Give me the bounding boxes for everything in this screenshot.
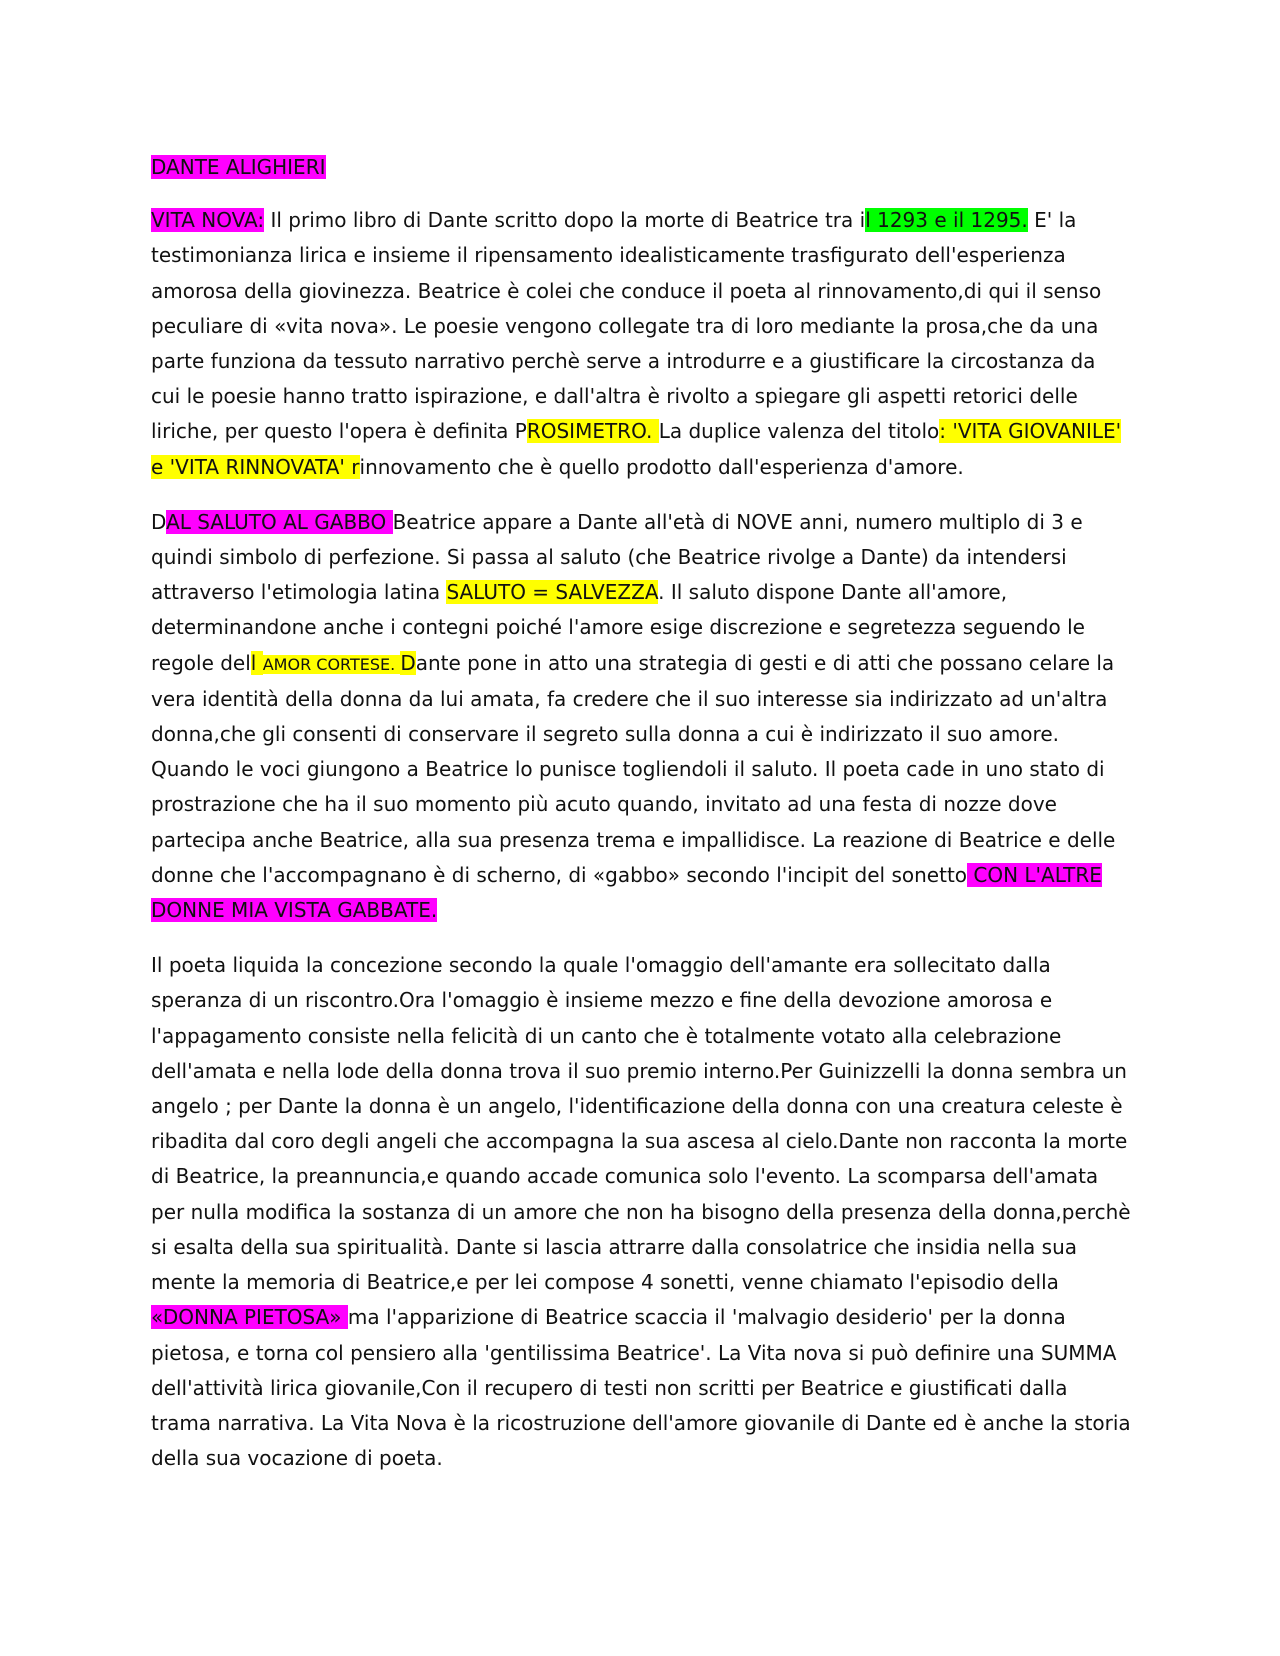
document-page <box>151 150 1131 1496</box>
paragraph-vita-nova <box>151 203 1131 485</box>
paragraph-text: ante pone in atto una strategia di gesti e di atti che possano celare la vera identità della donna da lui amata, fa credere che il suo interesse sia indirizzato ad un'altra donna,che gli consenti di conservare il segreto sulla donna a cui è indirizzato il suo amore. Quando le voci giungono a Beatrice lo punisce togliendoli il saluto. Il poeta cade in uno stato di prostrazione che ha il suo momento più acuto quando, invitato ad una festa di nozze dove partecipa anche Beatrice, alla sua presenza trema e impallidisce. La reazione di Beatrice e delle donne che l'accompagnano è di scherno, di «gabbo» secondo l'incipit del sonetto <box>151 650 1116 887</box>
paragraph-saluto-gabbo <box>151 505 1131 928</box>
saluto-salvezza-highlight: SALUTO = SALVEZZA <box>446 580 659 605</box>
date-highlight: l 1293 e il 1295. <box>865 208 1028 233</box>
title-highlight: DANTE ALIGHIERI <box>151 155 326 179</box>
paragraph-text: La duplice valenza del titolo <box>658 419 940 444</box>
paragraph-text: E' la testimonianza lirica e insieme il ripensamento idealisticamente trasfigurato dell'esperienza amorosa della giovinezza. Beatrice è colei che conduce il poeta al rinnovamento,di qui il senso peculiare di «vita nova». Le poesie vengono collegate tra di loro mediante la prosa,che da una parte funziona da tessuto narrativo perchè serve a introdurre e a giustificare la circostanza da cui le poesie hanno tratto ispirazione, e dall'altra è rivolto a spiegare gli aspetti retorici delle liriche, per questo l'opera è definita P <box>151 208 1102 444</box>
paragraph-text: Il primo libro di Dante scritto dopo la morte di Beatrice tra i <box>264 208 866 233</box>
amor-cortese-highlight-end: D <box>400 650 416 675</box>
amor-cortese-highlight: AMOR CORTESE. <box>262 654 401 674</box>
prosimetro-highlight: ROSIMETRO. <box>526 419 659 444</box>
paragraph-text: Il poeta liquida la concezione secondo la quale l'omaggio dell'amante era sollecitato dalla speranza di un riscontro.Ora l'omaggio è insieme mezzo e fine della devozione amorosa e l'appagamento consiste nella felicità di un canto che è totalmente votato alla celebrazione dell'amata e nella lode della donna trova il suo premio interno.Per Guinizzelli la donna sembra un angelo ; per Dante la donna è un angelo, l'identificazione della donna con una creatura celeste è ribadita dal coro degli angeli che accompagna la sua ascesa al cielo.Dante non racconta la morte di Beatrice, la preannuncia,e quando accade comunica solo l'evento. La scomparsa dell'amata per nulla modifica la sostanza di un amore che non ha bisogno della presenza della donna,perchè si esalta della sua spiritualità. Dante si lascia attrarre dalla consolatrice che insidia nella sua mente la memoria di Beatrice,e per lei compose 4 sonetti, venne chiamato l'episodio della <box>151 953 1131 1295</box>
paragraph-text: . Il saluto dispone Dante all'amore, determinandone anche i contegni poiché l'amore esige discrezione e segretezza seguendo le regole del <box>151 580 1085 675</box>
paragraph-text: innovamento che è quello prodotto dall'esperienza d'amore. <box>359 454 964 479</box>
saluto-gabbo-heading: AL SALUTO AL GABBO <box>166 509 393 534</box>
donna-pietosa-highlight: «DONNA PIETOSA» <box>151 1305 348 1330</box>
paragraph-donna-pietosa <box>151 948 1131 1476</box>
paragraph-text: D <box>151 509 167 534</box>
paragraph-text: Beatrice appare a Dante all'età di NOVE anni, numero multiplo di 3 e quindi simbolo di perfezione. Si passa al saluto (che Beatrice rivolge a Dante) da intendersi attraverso l'etimologia latina <box>151 509 1083 605</box>
title-meaning-highlight: : 'VITA GIOVANILE' e 'VITA RINNOVATA' r <box>151 419 1122 479</box>
sonnet-title-highlight: CON L'ALTRE DONNE MIA VISTA GABBATE. <box>151 862 1102 923</box>
amor-cortese-highlight-start: l <box>250 650 263 675</box>
paragraph-text: ma l'apparizione di Beatrice scaccia il 'malvagio desiderio' per la donna pietosa, e torna col pensiero alla 'gentilissima Beatrice'. La Vita nova si può definire una SUMMA dell'attività lirica giovanile,Con il recupero di testi non scritti per Beatrice e giustificati dalla trama narrativa. La Vita Nova è la ricostruzione dell'amore giovanile di Dante ed è anche la storia della sua vocazione di poeta. <box>151 1305 1131 1471</box>
vita-nova-heading: VITA NOVA: <box>151 208 265 233</box>
document-title <box>151 150 1131 185</box>
